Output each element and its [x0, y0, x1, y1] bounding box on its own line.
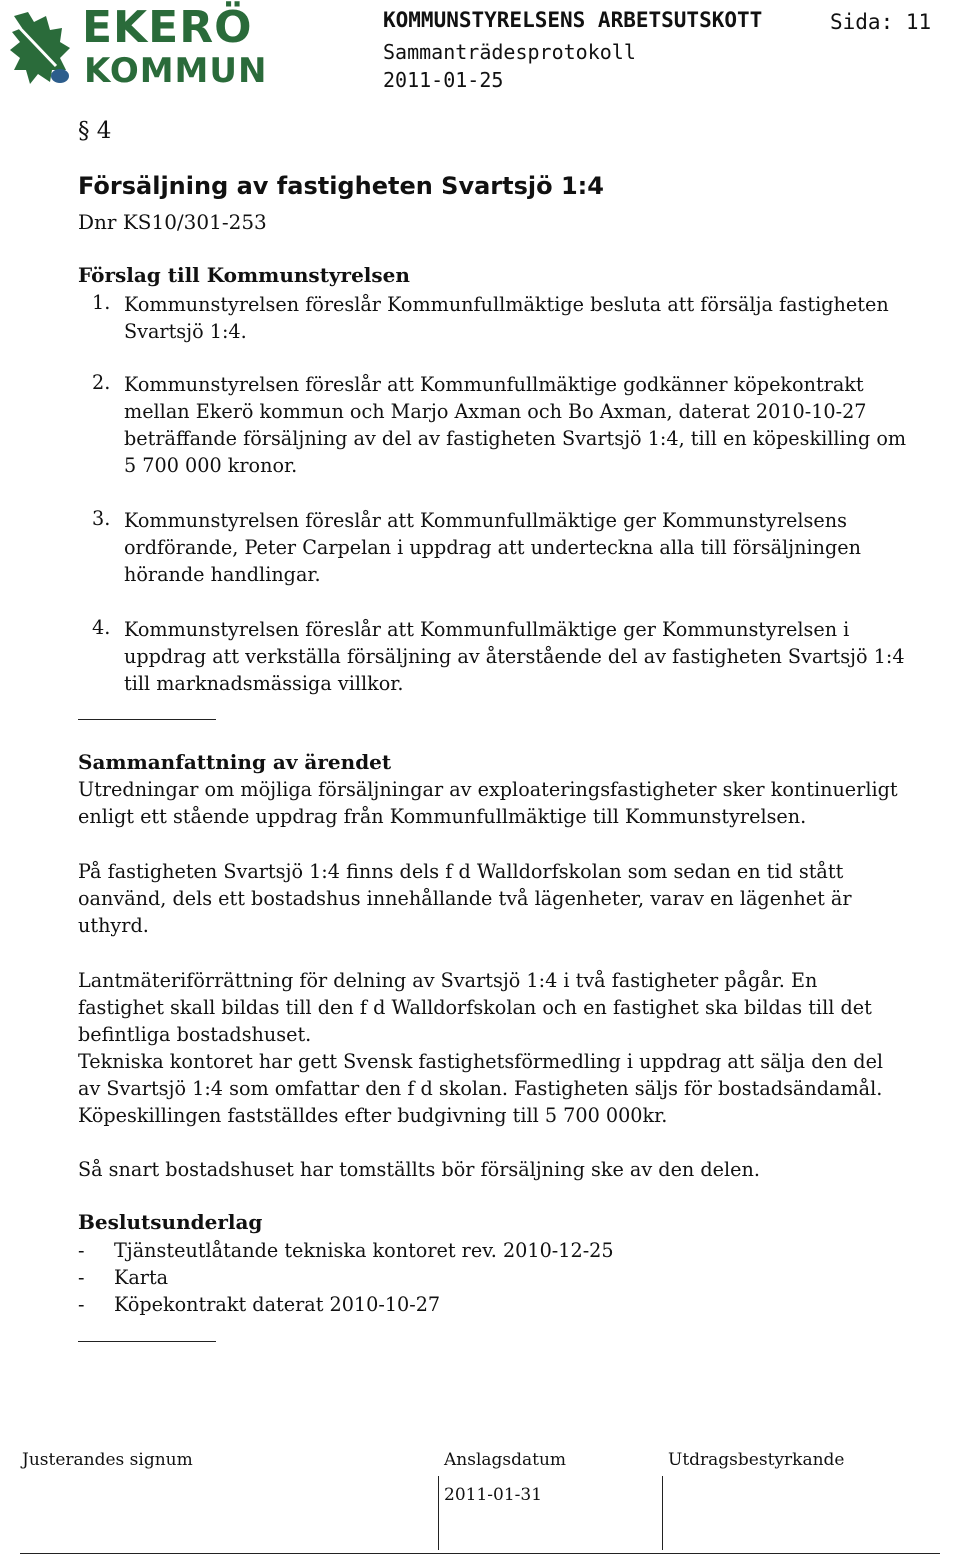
list-item — [78, 1239, 614, 1262]
summary-paragraph — [78, 858, 958, 939]
list-item-number: 3. — [92, 507, 111, 530]
footer-posting-date: 2011-01-31 — [444, 1485, 543, 1505]
list-item-line: Svartsjö 1:4. — [124, 320, 247, 343]
text-line: enligt ett stående uppdrag från Kommunfullmäktige till Kommunstyrelsen. — [78, 805, 807, 828]
text-line: Så snart bostadshuset har tomställts bör försäljning ske av den delen. — [78, 1158, 760, 1181]
list-item-line: Kommunstyrelsen föreslår att Kommunfullmäktige ger Kommunstyrelsens — [124, 509, 847, 532]
decision-basis-heading: Beslutsunderlag — [78, 1210, 263, 1234]
summary-paragraph — [78, 776, 958, 830]
logo-text-ekero: EKERÖ — [82, 2, 253, 53]
list-item — [78, 1266, 168, 1289]
text-line: Köpeskillingen fastställdes efter budgivning till 5 700 000kr. — [78, 1104, 668, 1127]
registration-number: Dnr KS10/301-253 — [78, 210, 267, 234]
list-item-line: Kommunstyrelsen föreslår att Kommunfullmäktige ger Kommunstyrelsen i — [124, 618, 850, 641]
list-item — [124, 507, 960, 588]
text-line: fastighet skall bildas till den f d Walldorfskolan och en fastighet ska bildas till det — [78, 996, 872, 1019]
list-item — [124, 371, 960, 479]
footer-divider — [438, 1476, 439, 1550]
list-dash: - — [78, 1293, 85, 1316]
list-item-number: 2. — [92, 371, 111, 394]
separator-line — [78, 719, 216, 720]
text-line: Utredningar om möjliga försäljningar av exploateringsfastigheter sker kontinuerligt — [78, 778, 898, 801]
text-line: uthyrd. — [78, 914, 149, 937]
separator-line — [78, 1341, 216, 1342]
paragraph-number: § 4 — [78, 118, 112, 144]
list-item-line: mellan Ekerö kommun och Marjo Axman och Bo Axman, daterat 2010-10-27 — [124, 400, 867, 423]
list-item-number: 1. — [92, 291, 111, 314]
text-line: Lantmäteriförrättning för delning av Svartsjö 1:4 i två fastigheter pågår. En — [78, 969, 818, 992]
list-item-line: uppdrag att verkställa försäljning av återstående del av fastigheten Svartsjö 1:4 — [124, 645, 905, 668]
summary-heading: Sammanfattning av ärendet — [78, 750, 392, 774]
text-line: Tekniska kontoret har gett Svensk fastighetsförmedling i uppdrag att sälja den del — [78, 1050, 884, 1073]
text-line: oanvänd, dels ett bostadshus innehållande två lägenheter, varav en lägenhet är — [78, 887, 852, 910]
footer-certification-label: Utdragsbestyrkande — [668, 1450, 845, 1470]
footer-baseline — [20, 1553, 940, 1554]
list-dash: - — [78, 1266, 85, 1289]
footer-posting-date-label: Anslagsdatum — [444, 1450, 567, 1470]
list-item-text: Köpekontrakt daterat 2010-10-27 — [114, 1293, 441, 1316]
list-item — [124, 616, 960, 697]
page-number: Sida: 11 — [830, 10, 932, 34]
text-line: På fastigheten Svartsjö 1:4 finns dels f d Walldorfskolan som sedan en tid stått — [78, 860, 844, 883]
footer-divider — [662, 1476, 663, 1550]
meeting-date: 2011-01-25 — [383, 68, 504, 92]
text-line: befintliga bostadshuset. — [78, 1023, 312, 1046]
list-item-line: Kommunstyrelsen föreslår att Kommunfullmäktige godkänner köpekontrakt — [124, 373, 864, 396]
footer-signature-label: Justerandes signum — [22, 1450, 193, 1470]
text-line: av Svartsjö 1:4 som omfattar den f d skolan. Fastigheten säljs för bostadsändamål. — [78, 1077, 883, 1100]
proposal-heading: Förslag till Kommunstyrelsen — [78, 263, 410, 287]
document-header-title: KOMMUNSTYRELSENS ARBETSUTSKOTT — [383, 8, 763, 32]
list-item-line: beträffande försäljning av del av fastigheten Svartsjö 1:4, till en köpeskilling om — [124, 427, 907, 450]
document-type: Sammanträdesprotokoll — [383, 40, 636, 64]
ekero-kommun-logo — [8, 2, 268, 94]
list-dash: - — [78, 1239, 85, 1262]
section-title: Försäljning av fastigheten Svartsjö 1:4 — [78, 172, 604, 200]
list-item-line: till marknadsmässiga villkor. — [124, 672, 404, 695]
list-item-line: 5 700 000 kronor. — [124, 454, 298, 477]
logo-text-kommun: KOMMUN — [84, 51, 268, 91]
list-item — [78, 1293, 440, 1316]
list-item-text: Karta — [114, 1266, 169, 1289]
list-item-text: Tjänsteutlåtande tekniska kontoret rev. 2010-12-25 — [114, 1239, 614, 1262]
list-item-line: Kommunstyrelsen föreslår Kommunfullmäktige besluta att försälja fastigheten — [124, 293, 889, 316]
list-item-line: hörande handlingar. — [124, 563, 321, 586]
list-item-number: 4. — [92, 616, 111, 639]
list-item-line: ordförande, Peter Carpelan i uppdrag att underteckna alla till försäljningen — [124, 536, 861, 559]
summary-paragraph — [78, 967, 958, 1129]
summary-paragraph — [78, 1156, 958, 1183]
list-item — [124, 291, 960, 345]
